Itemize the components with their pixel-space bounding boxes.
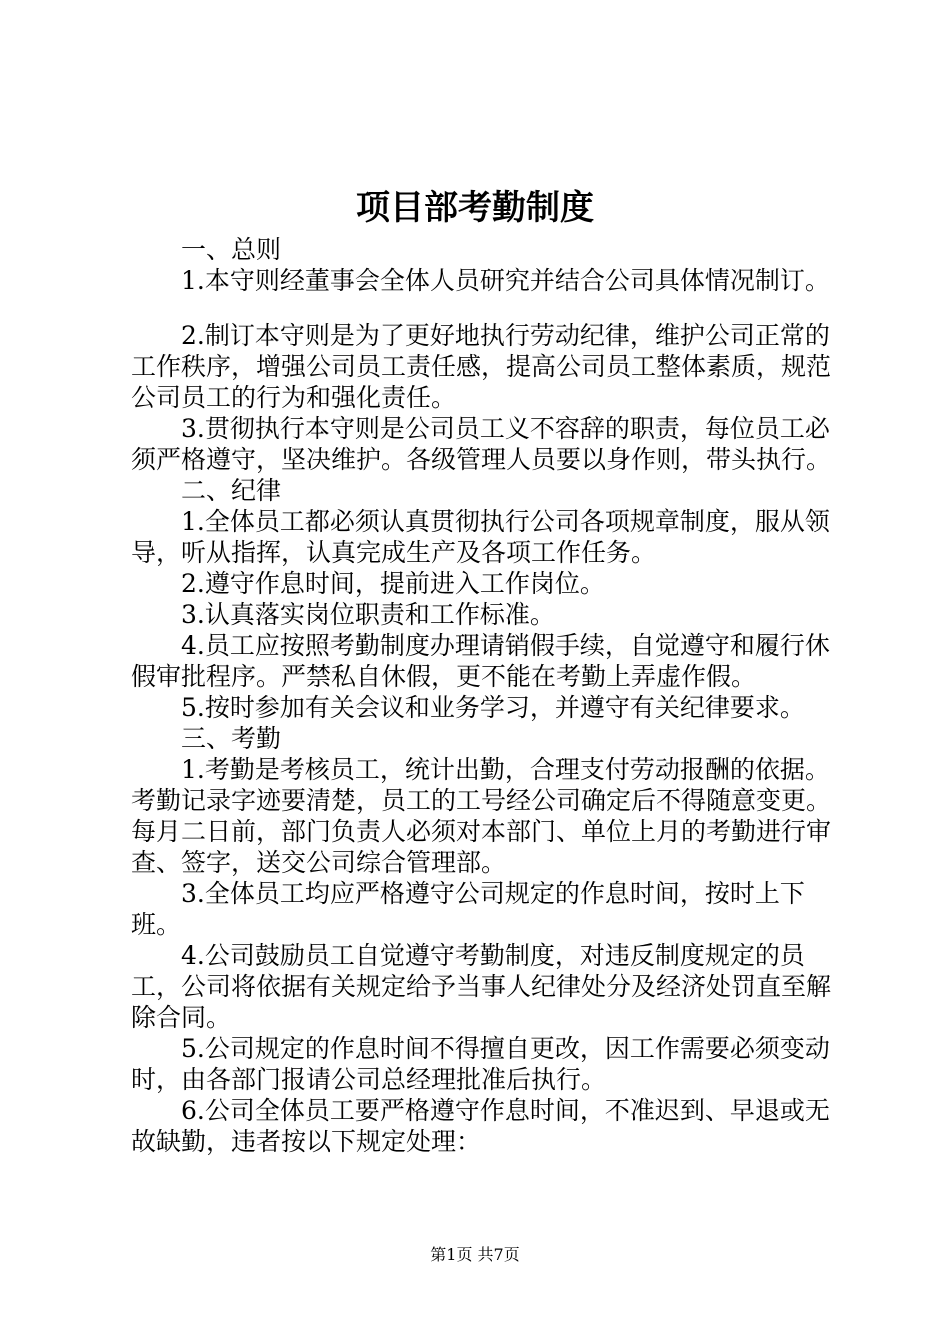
- paragraph: 3.认真落实岗位职责和工作标准。: [181, 600, 555, 629]
- page-number: 第1页 共7页: [430, 1245, 520, 1264]
- paragraph: 4.公司鼓励员工自觉遵守考勤制度，对违反制度规定的员工，公司将依据有关规定给予当事人纪律处分及经济处罚直至解除合同。: [131, 941, 832, 1032]
- paragraph: 2.遵守作息时间，提前进入工作岗位。: [181, 569, 605, 598]
- document-body: [131, 234, 837, 1157]
- section-heading-discipline: 二、纪律: [181, 476, 282, 505]
- section-heading-attendance: 三、考勤: [181, 724, 282, 753]
- paragraph: 2.制订本守则是为了更好地执行劳动纪律，维护公司正常的工作秩序，增强公司员工责任感，提高公司员工整体素质，规范公司员工的行为和强化责任。: [131, 321, 832, 412]
- paragraph: 6.公司全体员工要严格遵守作息时间，不准迟到、早退或无故缺勤，违者按以下规定处理：: [131, 1096, 830, 1156]
- paragraph: 3.贯彻执行本守则是公司员工义不容辞的职责，每位员工必须严格遵守，坚决维护。各级管理人员要以身作则，带头执行。: [131, 414, 832, 474]
- paragraph: 5.按时参加有关会议和业务学习，并遵守有关纪律要求。: [181, 693, 805, 722]
- document-title: 项目部考勤制度: [356, 188, 594, 228]
- paragraph: 1.本守则经董事会全体人员研究并结合公司具体情况制订。: [181, 266, 830, 295]
- paragraph: 5.公司规定的作息时间不得擅自更改，因工作需要必须变动时，由各部门报请公司总经理批准后执行。: [131, 1034, 830, 1094]
- section-heading-general: 一、总则: [181, 235, 282, 264]
- paragraph: 1.全体员工都必须认真贯彻执行公司各项规章制度，服从领导，听从指挥，认真完成生产及各项工作任务。: [131, 507, 830, 567]
- paragraph: 1.考勤是考核员工，统计出勤，合理支付劳动报酬的依据。考勤记录字迹要清楚，员工的工号经公司确定后不得随意变更。每月二日前，部门负责人必须对本部门、单位上月的考勤进行审查、签字，送交公司综合管理部。: [131, 755, 832, 877]
- paragraph: 3.全体员工均应严格遵守公司规定的作息时间，按时上下班。: [131, 879, 805, 939]
- paragraph: 4.员工应按照考勤制度办理请销假手续，自觉遵守和履行休假审批程序。严禁私自休假，更不能在考勤上弄虚作假。: [131, 631, 830, 691]
